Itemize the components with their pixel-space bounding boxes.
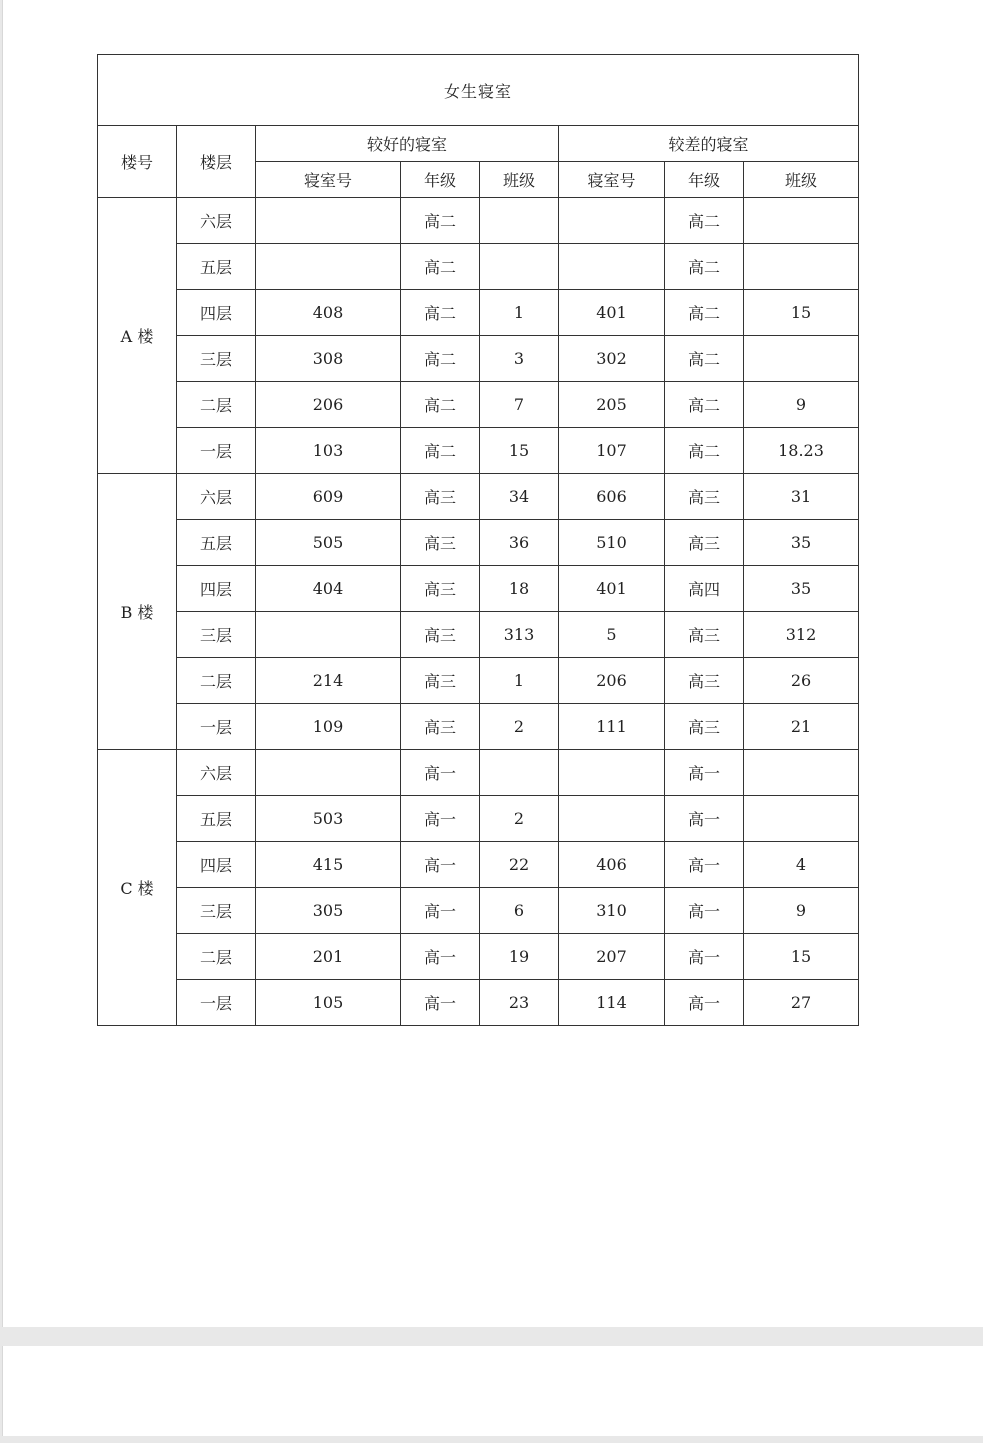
floor-cell: 五层 [177,796,256,842]
document-page-2 [2,1346,983,1443]
building-cell: B 楼 [98,474,177,750]
header-bad-room: 寝室号 [559,162,665,198]
bad-grade-cell: 高四 [665,566,744,612]
good-class-cell: 3 [480,336,559,382]
bad-room-cell: 606 [559,474,665,520]
header-good-room: 寝室号 [256,162,401,198]
floor-cell: 六层 [177,474,256,520]
dormitory-table [97,54,859,1026]
good-room-cell [256,244,401,290]
bad-room-cell: 406 [559,842,665,888]
bad-room-cell: 114 [559,980,665,1026]
bad-room-cell: 510 [559,520,665,566]
table-row [98,290,859,336]
bad-room-cell: 205 [559,382,665,428]
good-room-cell: 103 [256,428,401,474]
header-good-group: 较好的寝室 [256,126,559,162]
table-row [98,980,859,1026]
bad-room-cell: 107 [559,428,665,474]
good-room-cell: 305 [256,888,401,934]
bad-class-cell [744,198,859,244]
good-class-cell: 1 [480,290,559,336]
bad-class-cell: 21 [744,704,859,750]
bad-grade-cell: 高二 [665,198,744,244]
floor-cell: 五层 [177,244,256,290]
bad-grade-cell: 高二 [665,382,744,428]
floor-cell: 一层 [177,428,256,474]
good-room-cell: 105 [256,980,401,1026]
good-class-cell: 36 [480,520,559,566]
good-room-cell: 408 [256,290,401,336]
good-grade-cell: 高一 [401,888,480,934]
bad-grade-cell: 高二 [665,336,744,382]
bad-grade-cell: 高一 [665,842,744,888]
good-grade-cell: 高三 [401,474,480,520]
floor-cell: 一层 [177,704,256,750]
good-grade-cell: 高一 [401,842,480,888]
bad-class-cell [744,750,859,796]
floor-cell: 五层 [177,520,256,566]
header-good-grade: 年级 [401,162,480,198]
bad-room-cell: 401 [559,566,665,612]
header-building: 楼号 [98,126,177,198]
bad-grade-cell: 高二 [665,290,744,336]
good-grade-cell: 高三 [401,658,480,704]
good-room-cell [256,198,401,244]
table-row [98,842,859,888]
bad-room-cell [559,750,665,796]
table-row [98,244,859,290]
good-room-cell: 308 [256,336,401,382]
bad-class-cell [744,336,859,382]
header-bad-group: 较差的寝室 [559,126,859,162]
bad-class-cell: 26 [744,658,859,704]
bad-class-cell: 31 [744,474,859,520]
table-row [98,198,859,244]
floor-cell: 六层 [177,198,256,244]
bad-grade-cell: 高三 [665,520,744,566]
good-class-cell: 2 [480,704,559,750]
good-class-cell: 15 [480,428,559,474]
good-grade-cell: 高一 [401,934,480,980]
table-row [98,474,859,520]
bad-class-cell: 18.23 [744,428,859,474]
floor-cell: 三层 [177,336,256,382]
table-row [98,520,859,566]
good-class-cell: 34 [480,474,559,520]
bad-grade-cell: 高一 [665,796,744,842]
good-grade-cell: 高二 [401,428,480,474]
bad-class-cell: 35 [744,520,859,566]
good-class-cell: 18 [480,566,559,612]
floor-cell: 四层 [177,290,256,336]
table-row [98,658,859,704]
table-row [98,750,859,796]
floor-cell: 二层 [177,658,256,704]
floor-cell: 三层 [177,612,256,658]
good-class-cell: 1 [480,658,559,704]
bad-grade-cell: 高一 [665,934,744,980]
bad-room-cell: 206 [559,658,665,704]
page-gap [0,1436,983,1443]
good-grade-cell: 高二 [401,198,480,244]
good-class-cell: 22 [480,842,559,888]
table-row [98,888,859,934]
bad-room-cell: 302 [559,336,665,382]
bad-room-cell: 111 [559,704,665,750]
bad-room-cell [559,796,665,842]
bad-room-cell: 401 [559,290,665,336]
floor-cell: 四层 [177,566,256,612]
good-grade-cell: 高一 [401,980,480,1026]
good-grade-cell: 高三 [401,566,480,612]
bad-class-cell: 9 [744,888,859,934]
building-cell: C 楼 [98,750,177,1026]
floor-cell: 一层 [177,980,256,1026]
document-page-1 [2,0,983,1327]
table-row [98,428,859,474]
good-room-cell [256,750,401,796]
good-class-cell: 2 [480,796,559,842]
bad-grade-cell: 高二 [665,244,744,290]
floor-cell: 四层 [177,842,256,888]
bad-class-cell: 4 [744,842,859,888]
bad-grade-cell: 高一 [665,750,744,796]
bad-room-cell: 5 [559,612,665,658]
bad-class-cell: 9 [744,382,859,428]
good-grade-cell: 高二 [401,290,480,336]
table-row [98,704,859,750]
good-class-cell: 7 [480,382,559,428]
good-room-cell: 415 [256,842,401,888]
floor-cell: 六层 [177,750,256,796]
good-class-cell [480,750,559,796]
good-grade-cell: 高一 [401,796,480,842]
table-row [98,934,859,980]
table-row [98,382,859,428]
floor-cell: 二层 [177,382,256,428]
bad-class-cell: 15 [744,290,859,336]
good-room-cell: 214 [256,658,401,704]
table-row [98,612,859,658]
good-grade-cell: 高二 [401,336,480,382]
floor-cell: 三层 [177,888,256,934]
table-row [98,336,859,382]
good-grade-cell: 高三 [401,612,480,658]
bad-grade-cell: 高一 [665,888,744,934]
bad-class-cell: 27 [744,980,859,1026]
bad-class-cell: 312 [744,612,859,658]
header-bad-class: 班级 [744,162,859,198]
good-room-cell: 201 [256,934,401,980]
good-room-cell: 609 [256,474,401,520]
bad-grade-cell: 高三 [665,612,744,658]
good-room-cell: 206 [256,382,401,428]
good-class-cell: 313 [480,612,559,658]
bad-class-cell [744,796,859,842]
good-grade-cell: 高一 [401,750,480,796]
bad-grade-cell: 高三 [665,704,744,750]
good-class-cell [480,244,559,290]
floor-cell: 二层 [177,934,256,980]
good-grade-cell: 高二 [401,244,480,290]
bad-class-cell: 15 [744,934,859,980]
good-room-cell: 404 [256,566,401,612]
header-bad-grade: 年级 [665,162,744,198]
bad-room-cell [559,244,665,290]
bad-grade-cell: 高三 [665,474,744,520]
bad-grade-cell: 高三 [665,658,744,704]
good-room-cell: 109 [256,704,401,750]
header-good-class: 班级 [480,162,559,198]
good-grade-cell: 高三 [401,704,480,750]
good-class-cell [480,198,559,244]
good-class-cell: 6 [480,888,559,934]
good-grade-cell: 高三 [401,520,480,566]
good-room-cell: 503 [256,796,401,842]
bad-class-cell [744,244,859,290]
good-class-cell: 19 [480,934,559,980]
good-class-cell: 23 [480,980,559,1026]
good-room-cell: 505 [256,520,401,566]
bad-class-cell: 35 [744,566,859,612]
bad-grade-cell: 高一 [665,980,744,1026]
bad-room-cell [559,198,665,244]
table-row [98,796,859,842]
bad-room-cell: 207 [559,934,665,980]
bad-room-cell: 310 [559,888,665,934]
table-row [98,566,859,612]
header-floor: 楼层 [177,126,256,198]
good-room-cell [256,612,401,658]
good-grade-cell: 高二 [401,382,480,428]
table-title: 女生寝室 [98,55,859,126]
bad-grade-cell: 高二 [665,428,744,474]
building-cell: A 楼 [98,198,177,474]
